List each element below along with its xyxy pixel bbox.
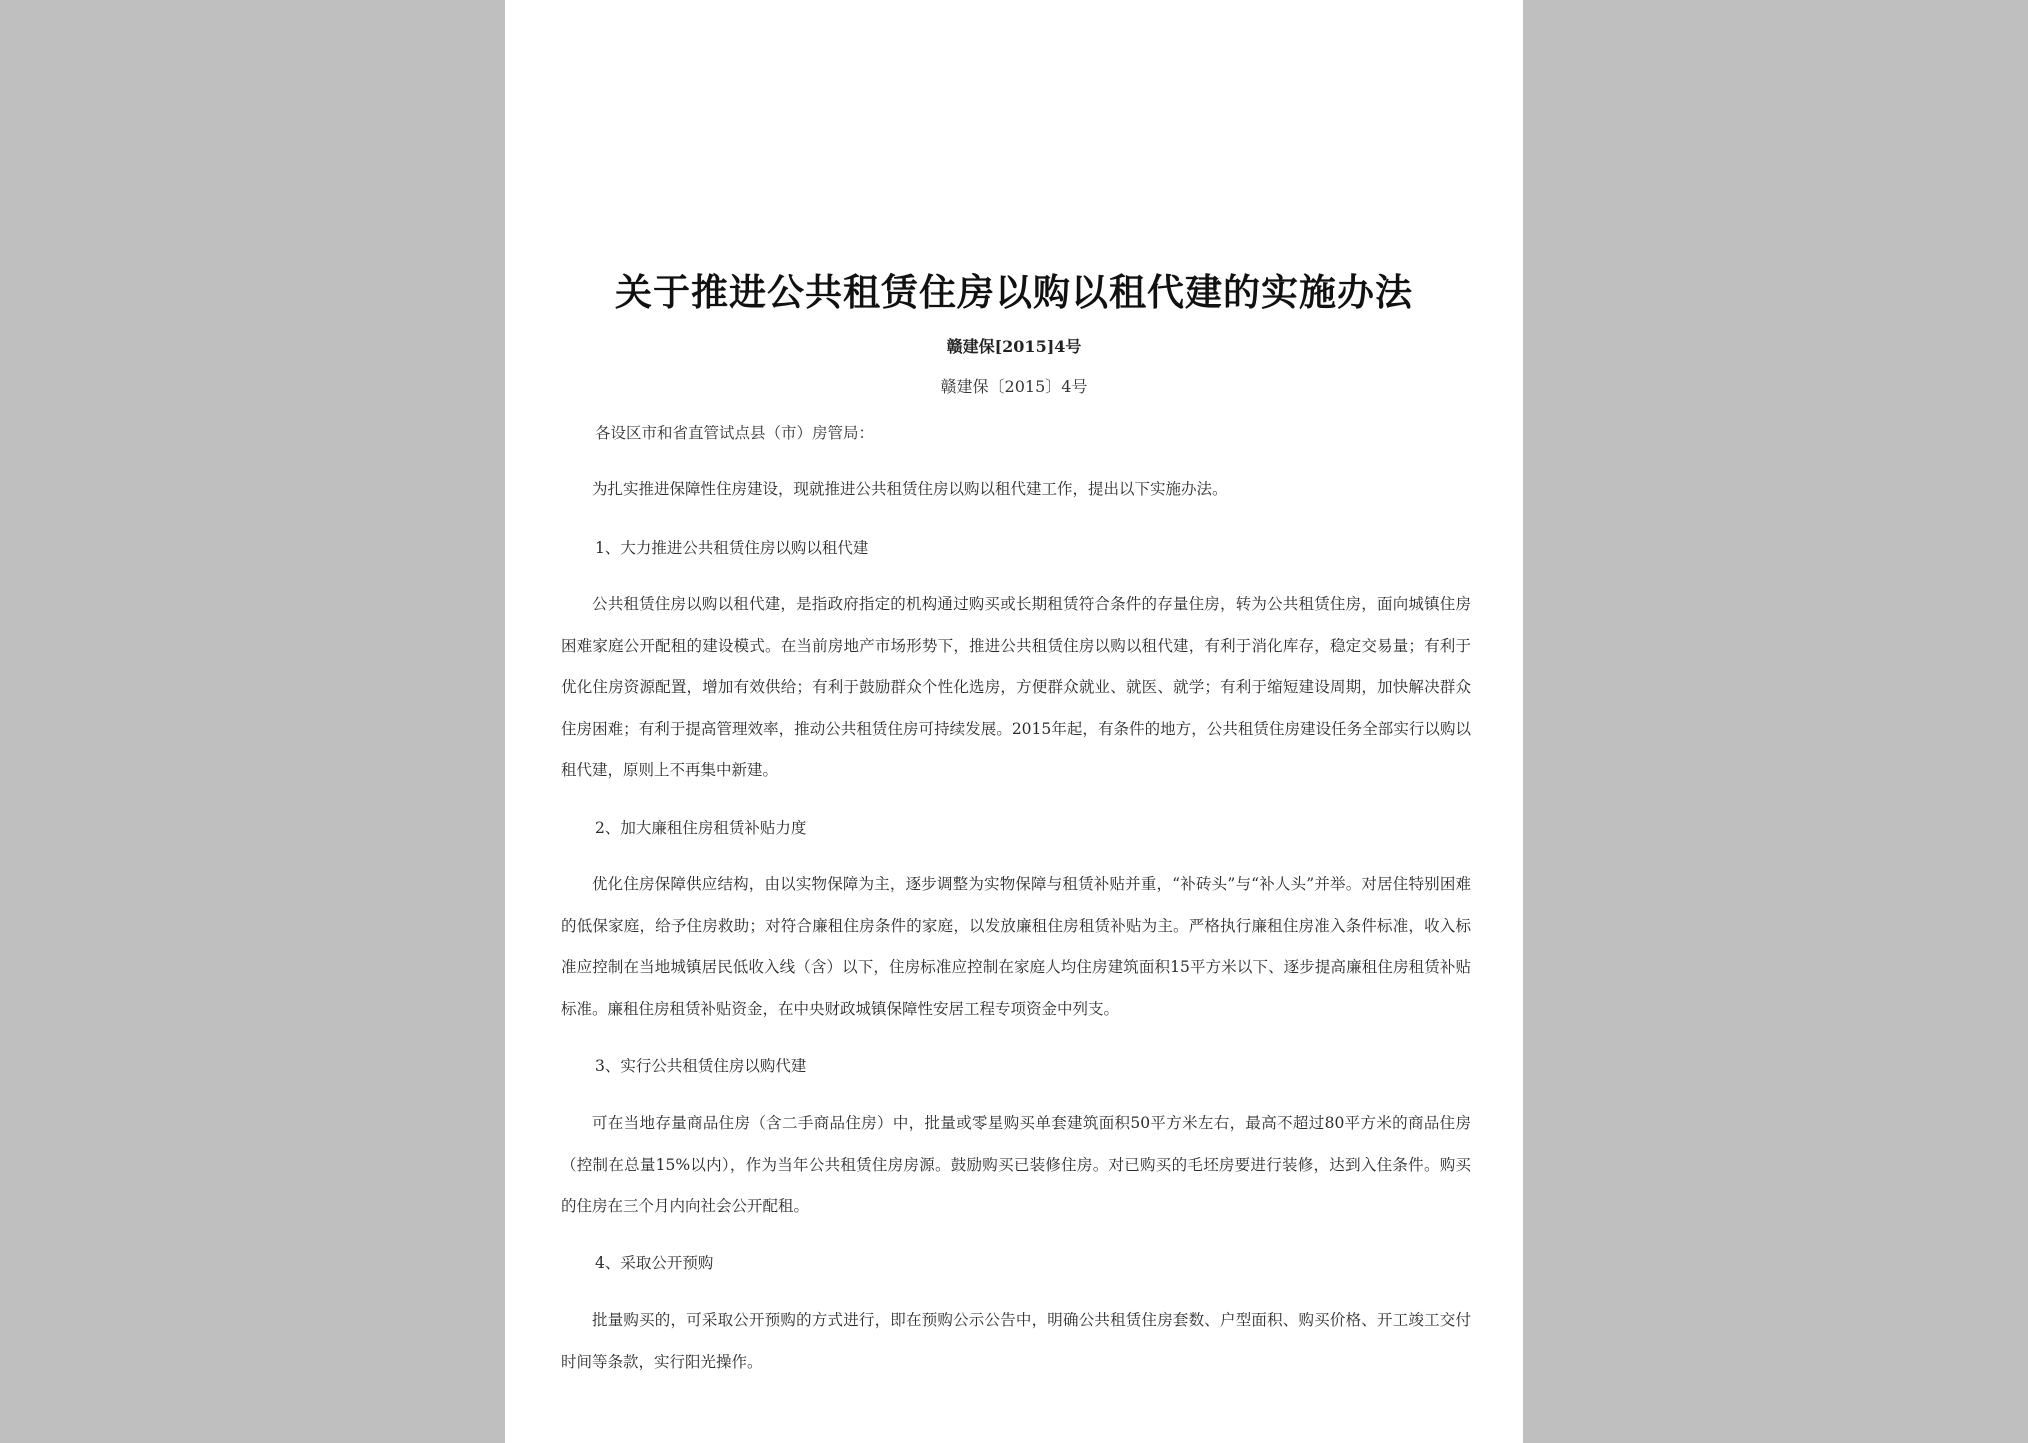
document-number-bold: 赣建保[2015]4号 (946, 337, 1082, 356)
document-title: 关于推进公共租赁住房以购以租代建的实施办法 (615, 271, 1413, 314)
section-heading-3: 3、实行公共租赁住房以购代建 (595, 1057, 807, 1075)
document-number: 赣建保〔2015〕4号 (940, 377, 1088, 396)
section-body-3: 可在当地存量商品住房（含二手商品住房）中，批量或零星购买单套建筑面积50平方米左右，最高不超过80平方米的商品住房（控制在总量15%以内），作为当年公共租赁住房房源。鼓励购买已装修住房。对已购买的毛坯房要进行装修，达到入住条件。购买的住房在三个月内向社会公开配租。 (561, 1114, 1471, 1215)
section-body-2: 优化住房保障供应结构，由以实物保障为主，逐步调整为实物保障与租赁补贴并重，“补砖头”与“补人头”并举。对居住特别困难的低保家庭，给予住房救助；对符合廉租住房条件的家庭，以发放廉租住房租赁补贴为主。严格执行廉租住房准入条件标准，收入标准应控制在当地城镇居民低收入线（含）以下，住房标准应控制在家庭人均住房建筑面积15平方米以下、逐步提高廉租住房租赁补贴标准。廉租住房租赁补贴资金，在中央财政城镇保障性安居工程专项资金中列支。 (561, 875, 1471, 1018)
section-body-1: 公共租赁住房以购以租代建，是指政府指定的机构通过购买或长期租赁符合条件的存量住房，转为公共租赁住房，面向城镇住房困难家庭公开配租的建设模式。在当前房地产市场形势下，推进公共租赁住房以购以租代建，有利于消化库存，稳定交易量；有利于优化住房资源配置，增加有效供给；有利于鼓励群众个性化选房，方便群众就业、就医、就学；有利于缩短建设周期，加快解决群众住房困难；有利于提高管理效率，推动公共租赁住房可持续发展。2015年起，有条件的地方，公共租赁住房建设任务全部实行以购以租代建，原则上不再集中新建。 (561, 595, 1471, 779)
intro-paragraph: 为扎实推进保障性住房建设，现就推进公共租赁住房以购以租代建工作，提出以下实施办法。 (592, 480, 1228, 498)
section-body-4: 批量购买的，可采取公开预购的方式进行，即在预购公示公告中，明确公共租赁住房套数、户型面积、购买价格、开工竣工交付时间等条款，实行阳光操作。 (561, 1311, 1471, 1371)
section-heading-4: 4、采取公开预购 (595, 1254, 714, 1272)
salutation: 各设区市和省直管试点县（市）房管局： (595, 424, 875, 442)
section-heading-2: 2、加大廉租住房租赁补贴力度 (595, 819, 807, 837)
document-page (505, 0, 1523, 1443)
section-heading-1: 1、大力推进公共租赁住房以购以租代建 (595, 539, 869, 557)
